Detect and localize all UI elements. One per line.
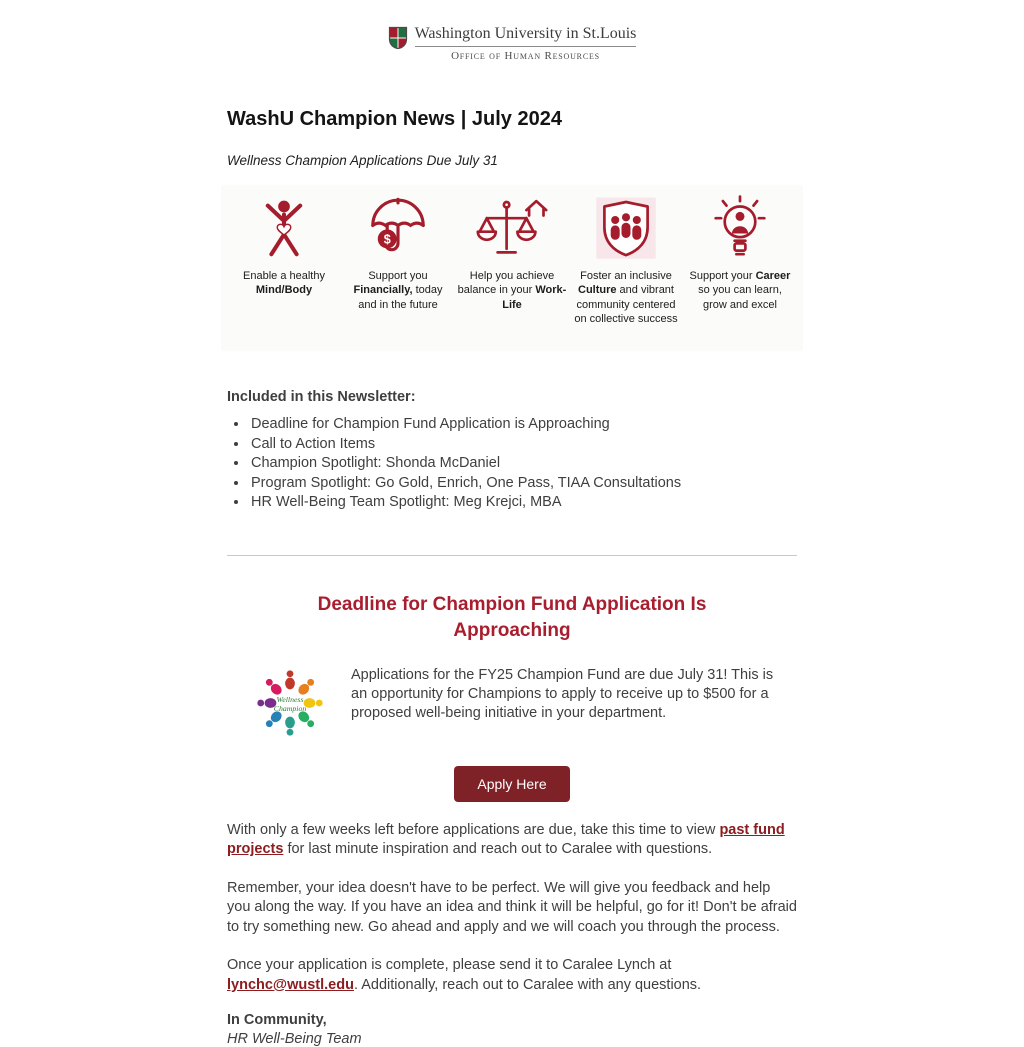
washu-crest-icon	[388, 25, 408, 50]
paragraph-view-projects	[227, 821, 797, 860]
pillar-mind-body	[229, 195, 339, 309]
paragraph-encouragement: Remember, your idea doesn't have to be perfect. We will give you feedback and help you along the way. If you have an idea and think it will be helpful, go for it! Don't be afraid to try something new. Go ahead and apply and we will coach you through the process.	[227, 879, 797, 935]
dollar-sign: $	[383, 232, 391, 247]
pillar-caption	[571, 269, 681, 326]
paragraph-text: for last minute inspiration and reach out to Caralee with questions.	[283, 841, 713, 858]
email-link[interactable]: lynchc@wustl.edu	[227, 976, 354, 993]
caption-text: Support your	[689, 270, 756, 282]
caption-text: Help you achieve balance in your	[457, 270, 555, 297]
caption-text: so you can learn, grow and excel	[698, 284, 782, 311]
logo-text-line1: Wellness	[276, 694, 304, 704]
caption-bold: Culture	[578, 284, 617, 297]
mind-body-icon	[248, 195, 320, 263]
paragraph-text: Once your application is complete, please send it to Caralee Lynch at	[227, 957, 672, 974]
fund-intro-text: Applications for the FY25 Champion Fund are due July 31! This is an opportunity for Champions to apply to receive up to $500 for a proposed well-being initiative in your department.	[351, 666, 774, 721]
toc-item: • Champion Spotlight: Shonda McDaniel	[249, 454, 797, 474]
wellness-champion-logo	[251, 664, 329, 742]
caption-bold: Career	[755, 270, 791, 282]
pillar-career	[685, 195, 795, 323]
newsletter-title: WashU Champion News | July 2024	[227, 108, 562, 130]
department-name: Office of Human Resources	[451, 50, 600, 62]
pillar-caption	[343, 269, 453, 312]
signoff-team: HR Well-Being Team	[227, 1031, 362, 1047]
toc-item: • Program Spotlight: Go Gold, Enrich, One Pass, TIAA Consultations	[249, 474, 797, 494]
financial-umbrella-icon	[362, 195, 434, 263]
included-heading: Included in this Newsletter:	[227, 389, 416, 406]
newsletter-subtitle: Wellness Champion Applications Due July 31	[227, 153, 498, 168]
apply-button-area	[227, 766, 797, 802]
toc-item: • HR Well-Being Team Spotlight: Meg Krejci, MBA	[249, 493, 797, 513]
fund-intro-row	[251, 664, 797, 742]
caption-text: Support you	[368, 270, 428, 282]
wellbeing-pillars-banner	[221, 185, 803, 351]
caption-text: today and in the future	[358, 284, 443, 311]
work-life-balance-icon	[476, 195, 548, 263]
logo-text-line2: Champion	[273, 703, 307, 713]
section-divider	[227, 555, 797, 556]
pillar-caption	[229, 269, 339, 298]
toc-item: • Call to Action Items	[249, 435, 797, 455]
washu-masthead	[0, 25, 1024, 62]
pillar-work-life	[457, 195, 567, 323]
caption-bold: Work-Life	[502, 284, 567, 311]
newsletter-toc-list	[227, 415, 797, 513]
caption-text: Enable a healthy	[243, 270, 325, 282]
pillar-culture	[571, 195, 681, 337]
pillar-caption	[457, 269, 567, 312]
culture-shield-icon	[590, 195, 662, 263]
caption-bold: Financially,	[353, 284, 413, 297]
apply-here-button[interactable]: Apply Here	[454, 766, 569, 802]
masthead-divider	[415, 46, 637, 47]
paragraph-text: . Additionally, reach out to Caralee with any questions.	[353, 976, 702, 993]
signoff-line: In Community,	[227, 1012, 327, 1029]
past-fund-projects-link[interactable]: past fund projects	[227, 821, 785, 858]
paragraph-text: With only a few weeks left before applications are due, take this time to view	[227, 821, 720, 838]
fund-section-title: Deadline for Champion Fund Application Is Approaching	[317, 593, 707, 641]
toc-item: • Deadline for Champion Fund Application is Approaching	[249, 415, 797, 435]
pillar-financial	[343, 195, 453, 323]
career-lightbulb-icon	[704, 195, 776, 263]
paragraph-send-application	[227, 956, 797, 995]
caption-text: and vibrant community centered on collective success	[574, 284, 678, 325]
university-name: Washington University in St.Louis	[414, 25, 637, 42]
pillar-caption	[685, 269, 795, 312]
email-body	[227, 108, 797, 1047]
caption-text: Foster an inclusive	[580, 270, 672, 282]
caption-bold: Mind/Body	[255, 284, 313, 297]
